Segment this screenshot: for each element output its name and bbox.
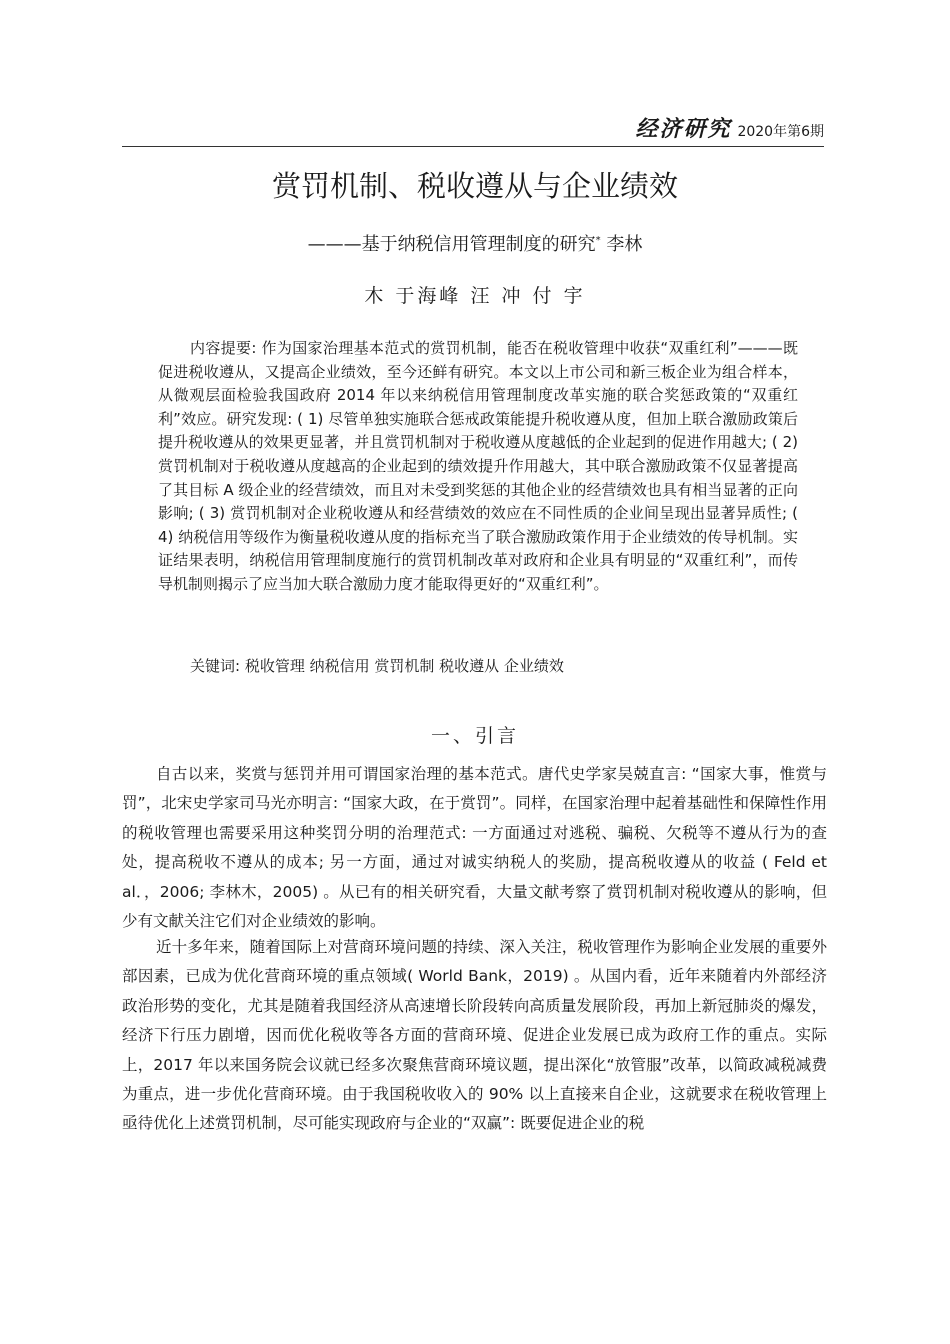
running-header [122, 112, 824, 147]
subtitle-tail: 李林 [600, 234, 643, 255]
article-title: 赏罚机制、税收遵从与企业绩效 [271, 169, 678, 203]
abstract: 内容提要: 作为国家治理基本范式的赏罚机制，能否在税收管理中收获“双重红利”———既促进税收遵从，又提高企业绩效，至今还鲜有研究。本文以上市公司和新三板企业为组合样本，从微观层面检验我国政府 2014 年以来纳税信用管理制度改革实施的联合奖惩政策的“双重红利”效应。研究发现: ( 1) 尽管单独实施联合惩戒政策能提升税收遵从度，但加上联合激励政策后提升税收遵从的效果更显著，并且赏罚机制对于税收遵从度越低的企业起到的促进作用越大; ( 2) 赏罚机制对于税收遵从度越高的企业起到的绩效提升作用越大，其中联合激励政策不仅显著提高了其目标 A 级企业的经营绩效，而且对未受到奖惩的其他企业的经营绩效也具有相当显著的正向影响; ( 3) 赏罚机制对企业税收遵从和经营绩效的效应在不同性质的企业间呈现出显著异质性; ( 4) 纳税信用等级作为衡量税收遵从度的指标充当了联合激励政策作用于企业绩效的传导机制。实证结果表明，纳税信用管理制度施行的赏罚机制改革对政府和企业具有明显的“双重红利”，而传导机制则揭示了应当加大联合激励力度才能取得更好的“双重红利”。 [158, 339, 798, 593]
body-paragraph: 近十多年来，随着国际上对营商环境问题的持续、深入关注，税收管理作为影响企业发展的重要外部因素，已成为优化营商环境的重点领域( World Bank，2019) 。从国内看，近年来随着内外部经济政治形势的变化，尤其是随着我国经济从高速增长阶段转向高质量发展阶段，再加上新冠肺炎的爆发，经济下行压力剧增，因而优化税收等各方面的营商环境、促进企业发展已成为政府工作的重点。实际上，2017 年以来国务院会议就已经多次聚焦营商环境议题，提出深化“放管服”改革，以简政减税减费为重点，进一步优化营商环境。由于我国税收收入的 90% 以上直接来自企业，这就要求在税收管理上亟待优化上述赏罚机制，尽可能实现政府与企业的“双赢”: 既要促进企业的税 [122, 938, 827, 1133]
subtitle-text: ———基于纳税信用管理制度的研究 [307, 234, 596, 255]
author-list: 木 于海峰 汪 冲 付 宇 [364, 285, 586, 307]
footnote-mark: * [595, 235, 601, 246]
section-heading: 一、引言 [430, 725, 519, 747]
body-paragraph: 自古以来，奖赏与惩罚并用可谓国家治理的基本范式。唐代史学家吴兢直言: “国家大事，惟赏与罚”，北宋史学家司马光亦明言: “国家大政，在于赏罚”。同样，在国家治理中起着基础性和保障性作用的税收管理也需要采用这种奖罚分明的治理范式: 一方面通过对逃税、骗税、欠税等不遵从行为的查处，提高税收不遵从的成本; 另一方面，通过对诚实纳税人的奖励，提高税收遵从的收益 ( Feld et al．，2006; 李林木，2005) 。从已有的相关研究看，大量文献考察了赏罚机制对税收遵从的影响，但少有文献关注它们对企业绩效的影响。 [122, 765, 827, 931]
article-subtitle [0, 228, 950, 258]
journal-issue: 2020年第6期 [737, 124, 824, 140]
keywords: 关键词: 税收管理 纳税信用 赏罚机制 税收遵从 企业绩效 [190, 657, 564, 675]
journal-logo: 经济研究 [635, 116, 732, 142]
